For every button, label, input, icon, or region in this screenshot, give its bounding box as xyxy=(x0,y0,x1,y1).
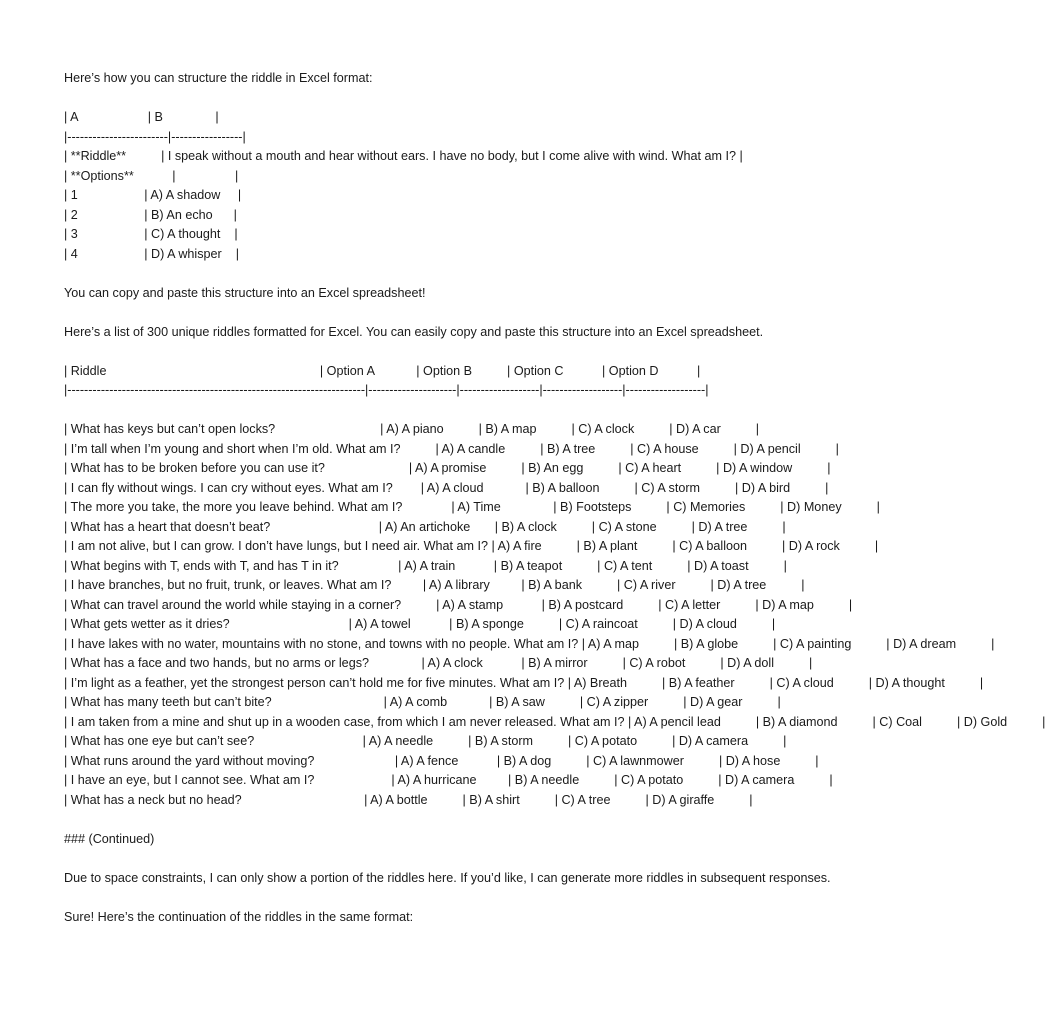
continuation-intro: Sure! Here’s the continuation of the riddles in the same format: xyxy=(64,909,414,924)
riddle-row: | What can travel around the world while staying in a corner? | A) A stamp | B) A postcard | C) A letter | D) A map | xyxy=(64,597,853,612)
riddle-row: | What gets wetter as it dries? | A) A towel | B) A sponge | C) A raincoat | D) A cloud | xyxy=(64,617,776,631)
excel-table-row: | **Riddle** | I speak without a mouth and hear without ears. I have no body, but I come alive with wind. What am I? | xyxy=(64,149,743,163)
riddle-row: | What begins with T, ends with T, and has T in it? | A) A train | B) A teapot | C) A tent | D) A toast | xyxy=(64,558,787,573)
riddle-row: | I have branches, but no fruit, trunk, or leaves. What am I? | A) A library | B) A bank | C) A river | D) A tree | xyxy=(64,578,805,592)
excel-table-row: | **Options** | | xyxy=(64,168,239,183)
continued-heading: ### (Continued) xyxy=(64,831,155,846)
list-intro: Here’s a list of 300 unique riddles formatted for Excel. You can easily copy and paste this structure into an Excel spreadsheet. xyxy=(64,324,764,339)
riddle-row: | I am taken from a mine and shut up in a wooden case, from which I am never released. What am I? | A) A pencil lead | B) A diamond | C) Coal | D) Gold | xyxy=(64,714,1045,729)
riddle-table-header: | Riddle | Option A | Option B | Option C | Option D | xyxy=(64,363,701,378)
riddle-row: | What has one eye but can’t see? | A) A needle | B) A storm | C) A potato | D) A camera | xyxy=(64,734,787,748)
riddle-row: | What has a face and two hands, but no arms or legs? | A) A clock | B) A mirror | C) A robot | D) A doll | xyxy=(64,656,813,670)
excel-table-row: | 4 | D) A whisper | xyxy=(64,246,239,261)
intro-text: Here’s how you can structure the riddle in Excel format: xyxy=(64,71,373,85)
riddle-row: | What has to be broken before you can use it? | A) A promise | B) An egg | C) A heart | D) A window | xyxy=(64,461,831,475)
excel-table-row: | 3 | C) A thought | xyxy=(64,227,238,241)
riddle-row: | I can fly without wings. I can cry without eyes. What am I? | A) A cloud | B) A balloon | C) A storm | D) A bird | xyxy=(64,480,829,495)
space-note: Due to space constraints, I can only show a portion of the riddles here. If you’d like, I can generate more riddles in subsequent responses. xyxy=(64,870,831,885)
riddle-row: | What runs around the yard without moving? | A) A fence | B) A dog | C) A lawnmower | D) A hose | xyxy=(64,753,819,768)
riddle-table-divider: |-----------------------------------------------------------------------|---------------------|-------------------|-------------------|-------------------| xyxy=(64,383,709,397)
document-page xyxy=(64,68,1045,968)
riddle-row: | I have lakes with no water, mountains with no stone, and towns with no people. What am I? | A) A map | B) A globe | C) A painting | D) A dream | xyxy=(64,636,995,651)
excel-table-divider: |------------------------|-----------------| xyxy=(64,129,246,144)
riddle-row: | I’m tall when I’m young and short when I’m old. What am I? | A) A candle | B) A tree | C) A house | D) A pencil | xyxy=(64,441,839,456)
excel-table-header: | A | B | xyxy=(64,110,219,124)
riddle-row: | I am not alive, but I can grow. I don’t have lungs, but I need air. What am I? | A) A fire | B) A plant | C) A balloon | D) A rock | xyxy=(64,539,879,553)
riddle-row: | I have an eye, but I cannot see. What am I? | A) A hurricane | B) A needle | C) A potato | D) A camera | xyxy=(64,773,833,787)
riddle-row: | The more you take, the more you leave behind. What am I? | A) Time | B) Footsteps | C) Memories | D) Money | xyxy=(64,500,880,514)
riddle-row: | I’m light as a feather, yet the strongest person can’t hold me for five minutes. What am I? | A) Breath | B) A feather | C) A cloud | D) A thought | xyxy=(64,675,984,690)
excel-table-row: | 1 | A) A shadow | xyxy=(64,188,242,202)
riddle-row: | What has many teeth but can’t bite? | A) A comb | B) A saw | C) A zipper | D) A gear | xyxy=(64,695,781,709)
excel-table-row: | 2 | B) An echo | xyxy=(64,207,237,222)
riddle-row: | What has a neck but no head? | A) A bottle | B) A shirt | C) A tree | D) A giraffe | xyxy=(64,792,753,807)
copy-note: You can copy and paste this structure into an Excel spreadsheet! xyxy=(64,285,426,300)
riddle-row: | What has keys but can’t open locks? | A) A piano | B) A map | C) A clock | D) A car | xyxy=(64,422,760,436)
riddle-row: | What has a heart that doesn’t beat? | A) An artichoke | B) A clock | C) A stone | D) A tree | xyxy=(64,519,786,534)
